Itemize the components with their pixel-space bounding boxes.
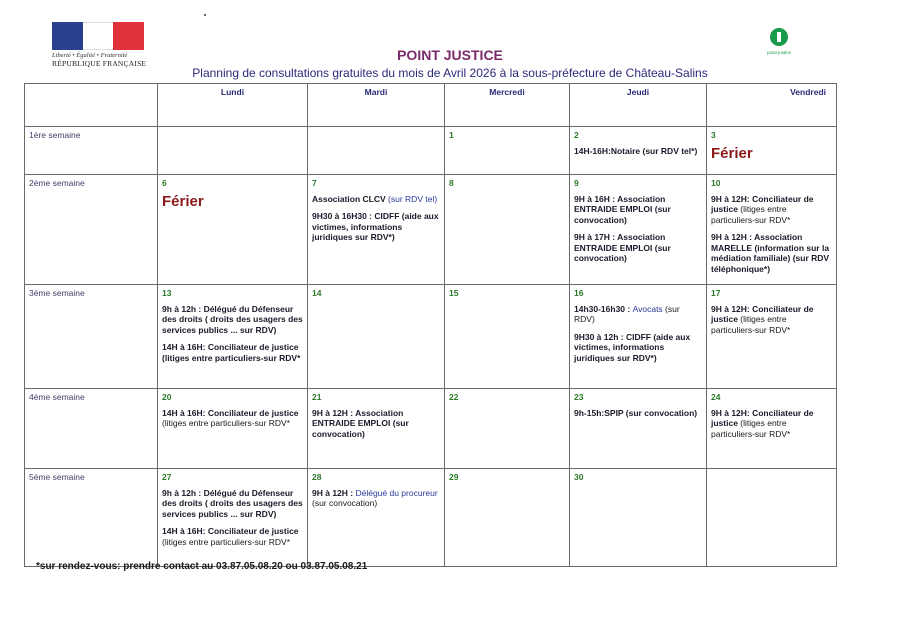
point-justice-icon <box>770 28 788 46</box>
consultation-highlight-text: Avocats <box>632 303 663 314</box>
day-number: 16 <box>574 288 584 298</box>
consultation-entry <box>312 408 440 440</box>
consultation-main-text: 14H à 16H: Conciliateur de justice <box>162 526 299 536</box>
consultation-entry <box>574 408 702 419</box>
point-justice-logo-text: point-justice <box>766 50 791 55</box>
day-cell <box>158 469 308 567</box>
consultation-main-text: 14H à 16H: Conciliateur de justice <box>162 407 299 418</box>
consultation-main-text: 9H30 à 16H30 : CIDFF (aide aux victimes, informations juridiques sur RDV*) <box>312 211 439 242</box>
consultation-main-text: 9H à 12H: Conciliateur de justice <box>711 303 814 324</box>
day-cell <box>707 285 837 389</box>
day-number: 7 <box>312 178 317 188</box>
consultation-main-text: 9H à 12H : Association MARELLE (information sur la médiation familiale) (sur RDV téléphonique*) <box>711 232 830 274</box>
calendar-header-row <box>25 84 837 127</box>
day-number: 9 <box>574 178 579 188</box>
consultation-entry <box>312 488 440 509</box>
rf-motto: Liberté • Égalité • Fraternité <box>52 52 128 59</box>
day-cell <box>158 127 308 175</box>
consultation-entry <box>312 211 440 243</box>
week-label: 3ème semaine <box>25 285 158 389</box>
rf-name: RÉPUBLIQUE FRANÇAISE <box>52 59 147 68</box>
day-number: 1 <box>449 130 454 140</box>
consultation-main-text: 9H30 à 12h : CIDFF (aide aux victimes, informations juridiques sur RDV*) <box>574 331 691 363</box>
day-cell <box>707 127 837 175</box>
consultation-main-text: 9H à 12H: Conciliateur de justice <box>711 407 814 428</box>
day-number: 3 <box>711 130 716 140</box>
consultation-entry <box>162 526 303 547</box>
marianne-flag-icon <box>52 22 144 50</box>
consultation-main-text: 9H à 12H: Conciliateur de justice <box>711 193 814 214</box>
day-cell <box>570 175 707 285</box>
page-title: POINT JUSTICE <box>397 47 503 63</box>
consultation-entry <box>162 488 303 520</box>
consultation-entry <box>162 304 303 336</box>
consultation-main-text: Association CLCV <box>312 193 389 204</box>
consultation-entry <box>312 194 440 205</box>
consultation-entry <box>711 304 832 336</box>
calendar-table <box>24 83 837 567</box>
day-cell <box>707 389 837 469</box>
consultation-main-text: 14H à 16H: Conciliateur de justice (litiges entre particuliers-sur RDV* <box>162 342 301 363</box>
consultation-entry <box>574 146 702 157</box>
day-number: 29 <box>449 472 459 482</box>
week-row <box>25 127 837 175</box>
day-number: 20 <box>162 392 172 402</box>
holiday-label: Férier <box>162 192 204 210</box>
header-day-mardi: Mardi <box>308 84 445 127</box>
week-label: 5ème semaine <box>25 469 158 567</box>
page-subtitle: Planning de consultations gratuites du mois de Avril 2026 à la sous-préfecture de Château-Salins <box>192 66 708 80</box>
consultation-main-text: 9h à 12h : Délégué du Défenseur des droits ( droits des usagers des services publics ... sur RDV) <box>162 487 303 519</box>
holiday-label: Férier <box>711 144 753 162</box>
day-cell <box>308 285 445 389</box>
day-cell <box>445 469 570 567</box>
day-cell <box>158 175 308 285</box>
consultation-entry <box>574 304 702 325</box>
day-number: 8 <box>449 178 454 188</box>
consultation-detail-text: (litiges entre particuliers-sur RDV* <box>711 204 791 225</box>
header-day-lundi: Lundi <box>158 84 308 127</box>
day-cell <box>570 469 707 567</box>
header-corner-cell <box>25 84 158 127</box>
header-day-vendredi: Vendredi <box>707 84 837 127</box>
consultation-main-text: 9H à 12H : Association ENTRAIDE EMPLOI (sur convocation) <box>312 407 409 439</box>
week-row <box>25 469 837 567</box>
day-number: 24 <box>711 392 721 402</box>
consultation-entry <box>162 342 303 363</box>
consultation-main-text: 9h à 12h : Délégué du Défenseur des droits ( droits des usagers des services publics ... sur RDV) <box>162 303 303 335</box>
day-cell <box>308 127 445 175</box>
week-row <box>25 175 837 285</box>
consultation-entry <box>574 232 702 264</box>
day-cell <box>707 175 837 285</box>
day-number: 10 <box>711 178 721 188</box>
consultation-main-text: 14h30-16h30 : <box>574 303 633 314</box>
consultation-entry <box>711 194 832 226</box>
consultation-highlight-text: (sur RDV tel) <box>388 193 438 204</box>
day-cell <box>707 469 837 567</box>
consultation-detail-text: (litiges entre particuliers-sur RDV* <box>711 418 791 439</box>
week-label: 1ère semaine <box>25 127 158 175</box>
footer-note: *sur rendez-vous: prendre contact au 03.87.05.08.20 ou 03.87.05.08.21 <box>36 561 368 572</box>
consultation-detail-text: (sur RDV) <box>574 303 680 324</box>
consultation-entry <box>574 194 702 226</box>
day-cell <box>158 389 308 469</box>
scan-speck <box>204 14 206 16</box>
day-cell <box>308 389 445 469</box>
day-number: 17 <box>711 288 721 298</box>
consultation-detail-text: (sur convocation) <box>312 498 378 508</box>
day-cell <box>445 127 570 175</box>
consultation-highlight-text: Délégué du procureur <box>355 487 438 498</box>
day-number: 6 <box>162 178 167 188</box>
day-number: 2 <box>574 130 579 140</box>
day-number: 22 <box>449 392 459 402</box>
week-label: 2ème semaine <box>25 175 158 285</box>
day-cell <box>308 469 445 567</box>
header-day-mercredi: Mercredi <box>445 84 570 127</box>
consultation-main-text: 9H à 17H : Association ENTRAIDE EMPLOI (sur convocation) <box>574 232 671 263</box>
consultation-main-text: 9H à 16H : Association ENTRAIDE EMPLOI (sur convocation) <box>574 193 671 225</box>
day-cell <box>570 389 707 469</box>
day-number: 27 <box>162 472 172 482</box>
week-row <box>25 389 837 469</box>
day-number: 23 <box>574 392 584 402</box>
day-cell <box>308 175 445 285</box>
day-cell <box>570 285 707 389</box>
consultation-detail-text: (litiges entre particuliers-sur RDV* <box>711 314 791 335</box>
consultation-entry <box>711 232 832 274</box>
day-number: 13 <box>162 288 172 298</box>
day-number: 28 <box>312 472 322 482</box>
day-cell <box>445 285 570 389</box>
day-cell <box>445 175 570 285</box>
week-row <box>25 285 837 389</box>
day-cell <box>158 285 308 389</box>
consultation-main-text: 9H à 12H : <box>312 487 356 498</box>
consultation-detail-text: (litiges entre particuliers-sur RDV* <box>162 418 291 428</box>
consultation-main-text: 14H-16H:Notaire (sur RDV tel*) <box>574 145 698 156</box>
week-label: 4ème semaine <box>25 389 158 469</box>
consultation-main-text: 9h-15h:SPIP (sur convocation) <box>574 407 698 418</box>
day-number: 21 <box>312 392 322 402</box>
consultation-detail-text: (litiges entre particuliers-sur RDV* <box>162 536 291 547</box>
day-cell <box>445 389 570 469</box>
header-day-jeudi: Jeudi <box>570 84 707 127</box>
consultation-entry <box>574 332 702 364</box>
day-number: 15 <box>449 288 459 298</box>
consultation-entry <box>711 408 832 440</box>
consultation-entry <box>162 408 303 429</box>
day-cell <box>570 127 707 175</box>
day-number: 30 <box>574 472 584 482</box>
day-number: 14 <box>312 288 322 298</box>
